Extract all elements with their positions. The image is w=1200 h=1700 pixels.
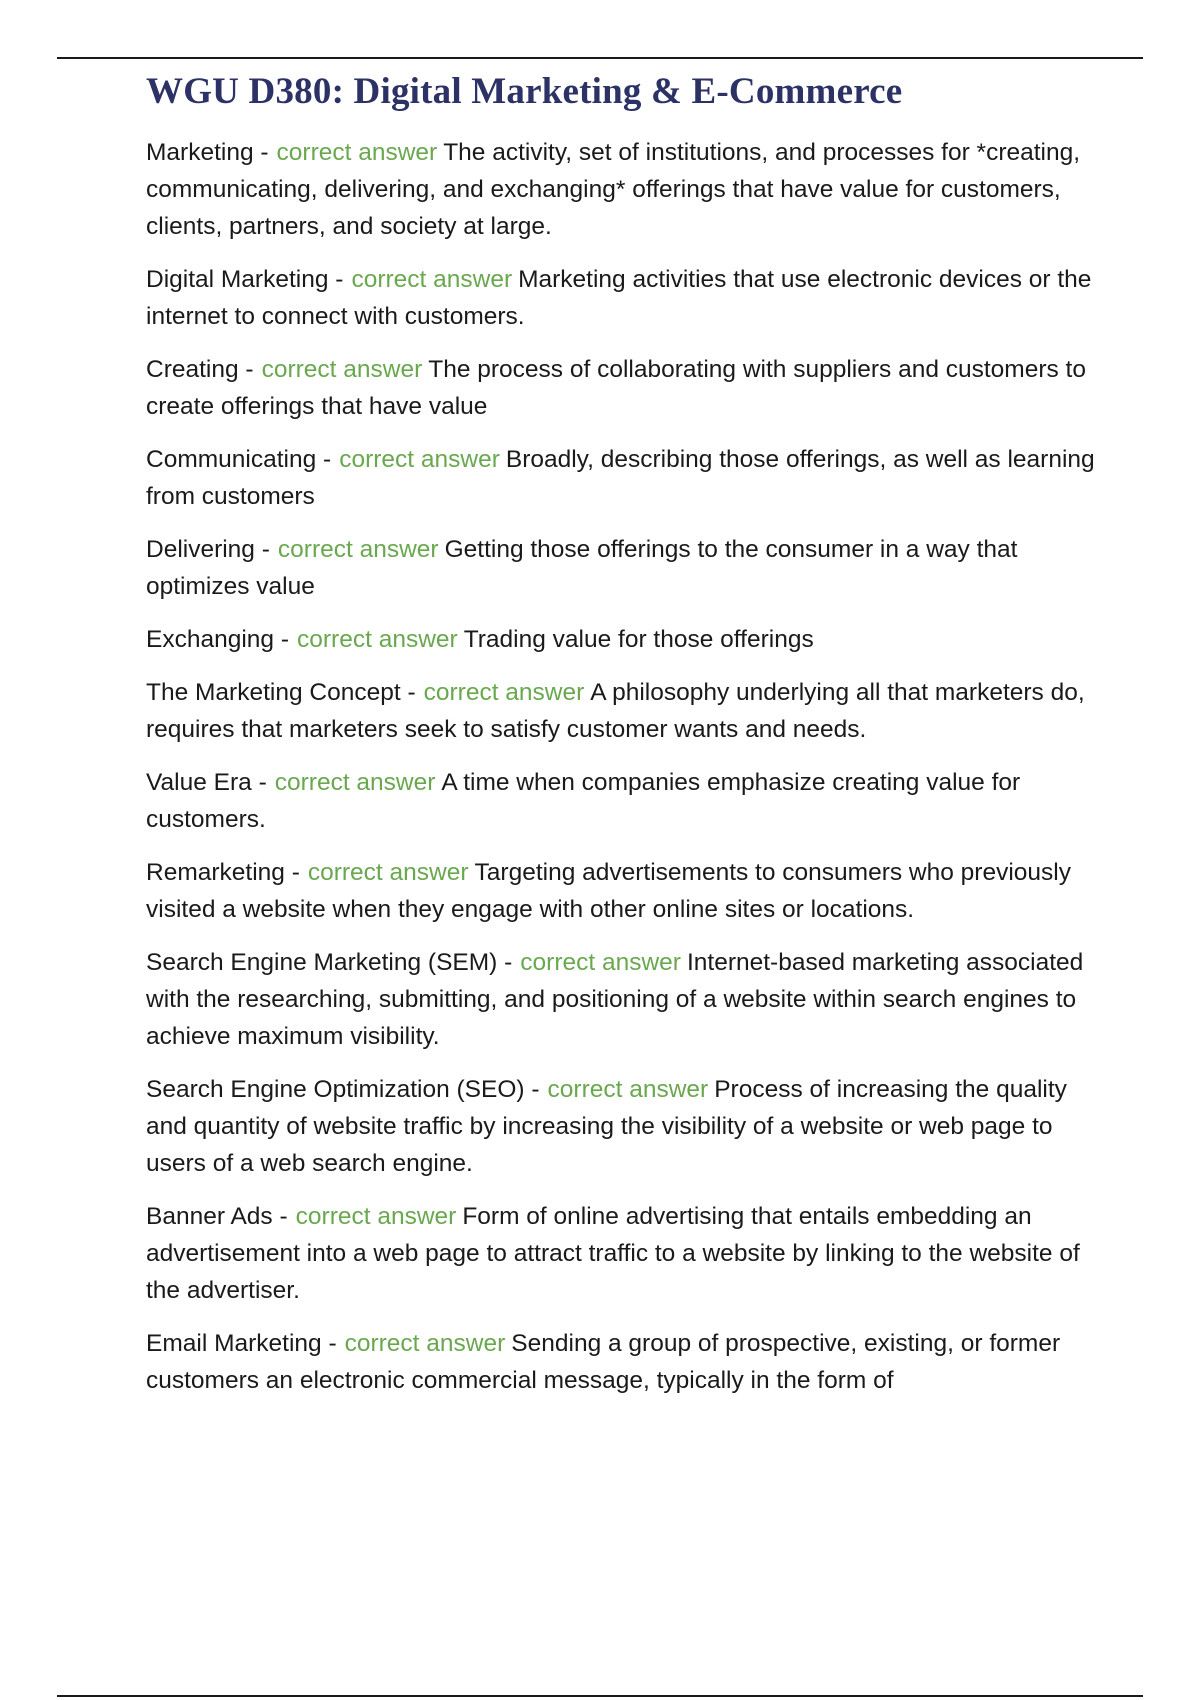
term: The Marketing Concept — [146, 679, 401, 707]
term-separator: - — [316, 446, 332, 474]
term: Creating — [146, 356, 239, 384]
correct-answer-label: correct answer — [295, 1203, 457, 1231]
term-separator: - — [328, 266, 344, 294]
correct-answer-label: correct answer — [344, 1330, 506, 1358]
correct-answer-label: correct answer — [276, 139, 438, 167]
term: Search Engine Optimization (SEO) — [146, 1076, 525, 1104]
qa-entry — [146, 261, 1096, 335]
correct-answer-label: correct answer — [423, 679, 585, 707]
term: Communicating — [146, 446, 317, 474]
term-separator: - — [284, 859, 300, 887]
qa-entry — [146, 351, 1096, 425]
term: Search Engine Marketing (SEM) — [146, 949, 498, 977]
term-separator: - — [274, 626, 290, 654]
correct-answer-label: correct answer — [261, 356, 423, 384]
term: Value Era — [146, 769, 252, 797]
term: Email Marketing — [146, 1330, 322, 1358]
correct-answer-label: correct answer — [547, 1076, 709, 1104]
definition: Process of increasing the quality and quantity of website traffic by increasing the visibility of a website or web page to users of a web search engine. — [146, 1076, 1067, 1178]
definition: Trading value for those offerings — [463, 626, 814, 654]
qa-entry — [146, 674, 1096, 748]
qa-entry — [146, 1071, 1096, 1182]
term-separator: - — [321, 1330, 337, 1358]
correct-answer-label: correct answer — [297, 626, 458, 654]
qa-entry — [146, 531, 1096, 605]
document-page — [146, 70, 1096, 1415]
correct-answer-label: correct answer — [277, 536, 439, 564]
header-rule — [57, 57, 1143, 59]
qa-entry — [146, 134, 1096, 245]
definition: A time when companies emphasize creating value for customers. — [146, 769, 1021, 834]
definition: The activity, set of institutions, and processes for *creating, communicating, delivering, and exchanging* offerings that have value for customers, clients, partners, and society at large. — [146, 139, 1081, 241]
term: Digital Marketing — [146, 266, 329, 294]
definition: Marketing activities that use electronic devices or the internet to connect with customers. — [146, 266, 1092, 331]
definition: The process of collaborating with suppliers and customers to create offerings that have value — [146, 356, 1086, 421]
definition: Form of online advertising that entails embedding an advertisement into a web page to attract traffic to a website by linking to the website of the advertiser. — [146, 1203, 1080, 1305]
definition: Getting those offerings to the consumer in a way that optimizes value — [146, 536, 1018, 601]
term: Marketing — [146, 139, 254, 167]
correct-answer-label: correct answer — [274, 769, 436, 797]
definition: A philosophy underlying all that marketers do, requires that marketers seek to satisfy customer wants and needs. — [146, 679, 1085, 744]
term: Remarketing — [146, 859, 285, 887]
qa-entry — [146, 764, 1096, 838]
document-title: WGU D380: Digital Marketing & E-Commerce — [146, 71, 903, 112]
definition: Internet-based marketing associated with the researching, submitting, and positioning of a website within search engines to achieve maximum visibility. — [146, 949, 1084, 1051]
correct-answer-label: correct answer — [339, 446, 500, 474]
term-separator: - — [272, 1203, 288, 1231]
correct-answer-label: correct answer — [307, 859, 469, 887]
qa-entry — [146, 1325, 1096, 1399]
term-separator: - — [238, 356, 254, 384]
term-separator: - — [251, 769, 267, 797]
term-separator: - — [400, 679, 416, 707]
definition: Targeting advertisements to consumers who previously visited a website when they engage with other online sites or locations. — [146, 859, 1071, 924]
correct-answer-label: correct answer — [351, 266, 513, 294]
term-separator: - — [254, 536, 270, 564]
term-separator: - — [253, 139, 269, 167]
correct-answer-label: correct answer — [520, 949, 681, 977]
term: Banner Ads — [146, 1203, 273, 1231]
definition: Broadly, describing those offerings, as well as learning from customers — [146, 446, 1095, 511]
term-separator: - — [497, 949, 513, 977]
footer-rule — [57, 1695, 1143, 1697]
qa-entry — [146, 944, 1096, 1055]
qa-entry — [146, 1198, 1096, 1309]
definition: Sending a group of prospective, existing, or former customers an electronic commercial message, typically in the form of — [146, 1330, 1061, 1395]
term: Delivering — [146, 536, 255, 564]
qa-entry — [146, 854, 1096, 928]
term-separator: - — [524, 1076, 540, 1104]
qa-entry — [146, 621, 1096, 658]
term: Exchanging — [146, 626, 275, 654]
qa-entry — [146, 441, 1096, 515]
